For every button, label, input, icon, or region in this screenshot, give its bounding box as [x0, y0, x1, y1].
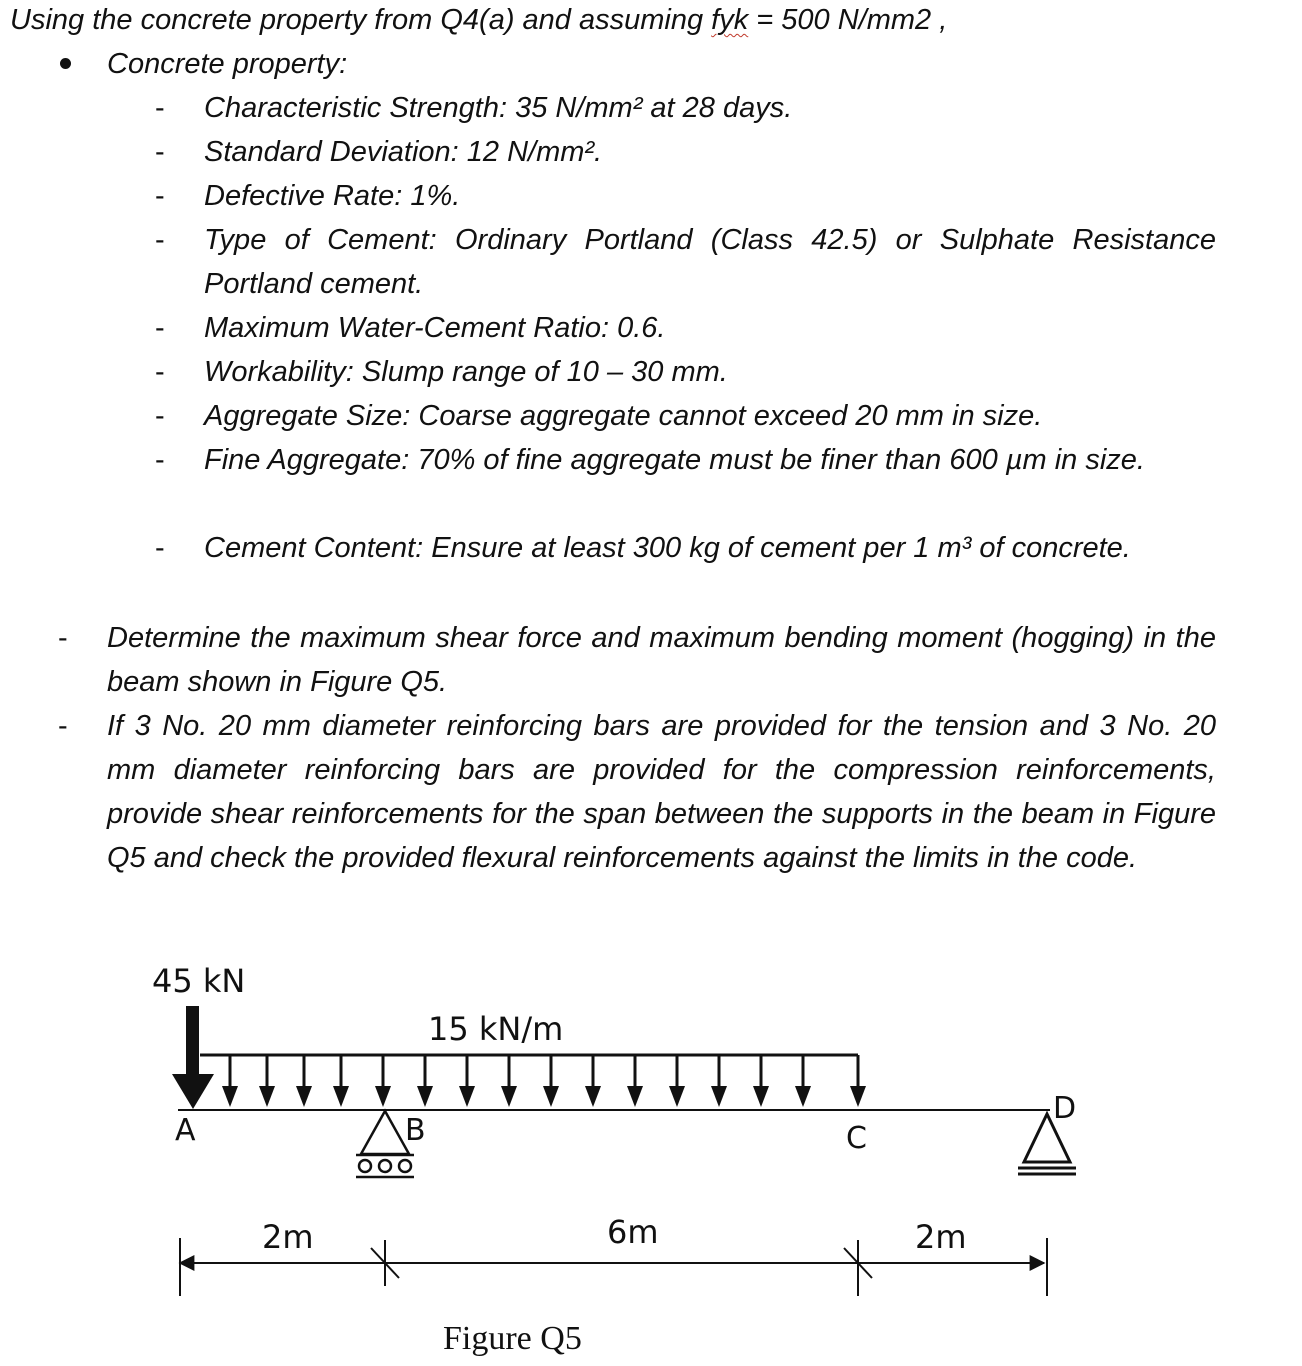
task-dash: - [58, 622, 68, 654]
point-load-arrow [172, 1006, 214, 1109]
point-load-label: 45 kN [152, 962, 246, 1000]
point-b-label: B [405, 1113, 426, 1148]
list-item: Type of Cement: Ordinary Portland (Class 42.5) or Sulphate Resistance Portland cement. [204, 224, 1216, 300]
list-item: Defective Rate: 1%. [204, 180, 461, 212]
bullet-icon [60, 58, 71, 69]
point-d-label: D [1053, 1091, 1077, 1126]
list-item: Standard Deviation: 12 N/mm². [204, 136, 603, 168]
span-bc-label: 6m [607, 1213, 659, 1251]
list-dash: - [155, 136, 165, 168]
list-dash: - [155, 312, 165, 344]
udl-label: 15 kN/m [428, 1010, 564, 1048]
intro-fyk: fyk [711, 4, 749, 36]
list-dash: - [155, 356, 165, 388]
list-item: Workability: Slump range of 10 – 30 mm. [204, 356, 728, 388]
list-item: Fine Aggregate: 70% of fine aggregate must be finer than 600 µm in size. [204, 444, 1145, 476]
concrete-heading: Concrete property: [107, 48, 348, 80]
list-dash: - [155, 224, 165, 256]
span-ab-label: 2m [262, 1218, 314, 1256]
intro-line [10, 0, 947, 42]
list-item: Cement Content: Ensure at least 300 kg of cement per 1 m³ of concrete. [204, 532, 1131, 564]
list-dash: - [155, 444, 165, 476]
list-item: Maximum Water-Cement Ratio: 0.6. [204, 312, 666, 344]
list-dash: - [155, 400, 165, 432]
list-dash: - [155, 92, 165, 124]
span-cd-label: 2m [915, 1218, 967, 1256]
intro-suffix: = 500 N/mm2 , [748, 4, 948, 36]
task-item: If 3 No. 20 mm diameter reinforcing bars are provided for the tension and 3 No. 20 mm diameter reinforcing bars are provided for the compression reinforcements, provide shear reinforcements for the span between the supports in the beam in Figure Q5 and check the provided flexural reinforcements against the limits in the code. [107, 710, 1216, 874]
list-dash: - [155, 180, 165, 212]
udl-load [200, 1055, 866, 1107]
point-a-label: A [175, 1113, 196, 1148]
beam-figure [0, 926, 1302, 1366]
list-item: Characteristic Strength: 35 N/mm² at 28 days. [204, 92, 793, 124]
intro-prefix: Using the concrete property from Q4(a) and assuming [10, 4, 712, 36]
task-dash: - [58, 710, 68, 742]
point-c-label: C [846, 1121, 867, 1156]
task-item: Determine the maximum shear force and maximum bending moment (hogging) in the beam shown in Figure Q5. [107, 622, 1216, 698]
list-dash: - [155, 532, 165, 564]
list-item: Aggregate Size: Coarse aggregate cannot exceed 20 mm in size. [204, 400, 1043, 432]
figure-caption: Figure Q5 [443, 1320, 582, 1357]
